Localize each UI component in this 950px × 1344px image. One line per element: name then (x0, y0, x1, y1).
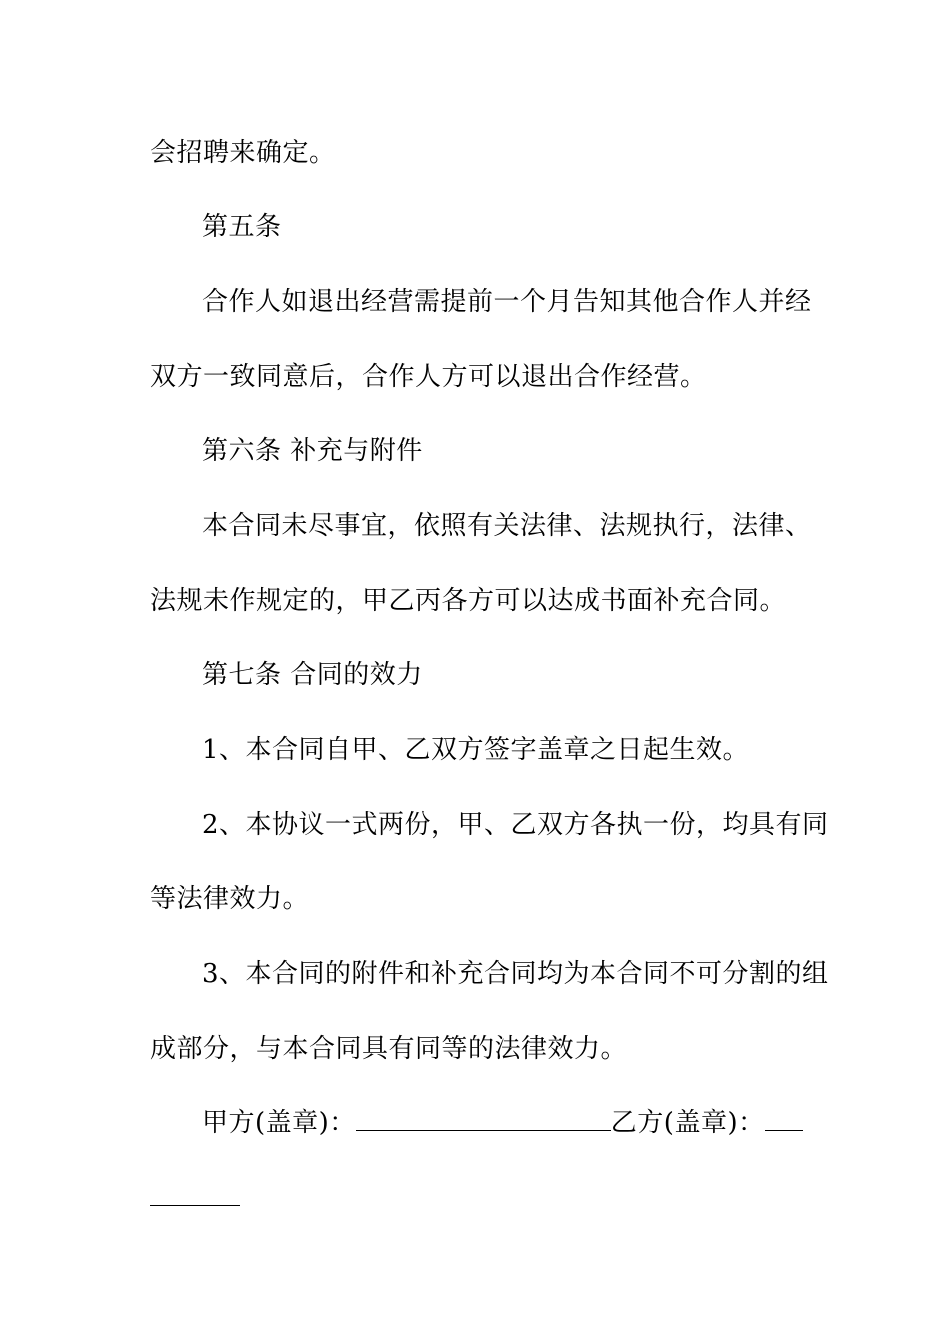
article-heading: 第六条 补充与附件 (202, 436, 423, 466)
text-line: 会招聘来确定。 (150, 138, 336, 168)
party-a-signature-blank (356, 1108, 611, 1131)
text-line: 双方一致同意后，合作人方可以退出合作经营。 (150, 362, 707, 392)
article-heading: 第七条 合同的效力 (202, 660, 423, 690)
text-line: 法规未作规定的，甲乙丙各方可以达成书面补充合同。 (150, 586, 787, 616)
party-b-signature-blank (765, 1108, 803, 1131)
text-line: 合作人如退出经营需提前一个月告知其他合作人并经 (202, 287, 812, 317)
text-line: 1、本合同自甲、乙双方签字盖章之日起生效。 (202, 735, 750, 765)
party-b-signature-blank-continued (150, 1205, 240, 1206)
text-line: 2、本协议一式两份，甲、乙双方各执一份，均具有同 (202, 810, 829, 840)
text-line: 本合同未尽事宜，依照有关法律、法规执行，法律、 (202, 511, 812, 541)
text-line: 成部分，与本合同具有同等的法律效力。 (150, 1034, 628, 1064)
article-heading: 第五条 (202, 212, 282, 242)
text-line: 等法律效力。 (150, 884, 310, 914)
signature-line (202, 1108, 822, 1138)
party-a-label: 甲方(盖章)： (202, 1108, 356, 1138)
text-line: 3、本合同的附件和补充合同均为本合同不可分割的组 (202, 959, 829, 989)
party-b-label: 乙方(盖章)： (610, 1108, 765, 1138)
